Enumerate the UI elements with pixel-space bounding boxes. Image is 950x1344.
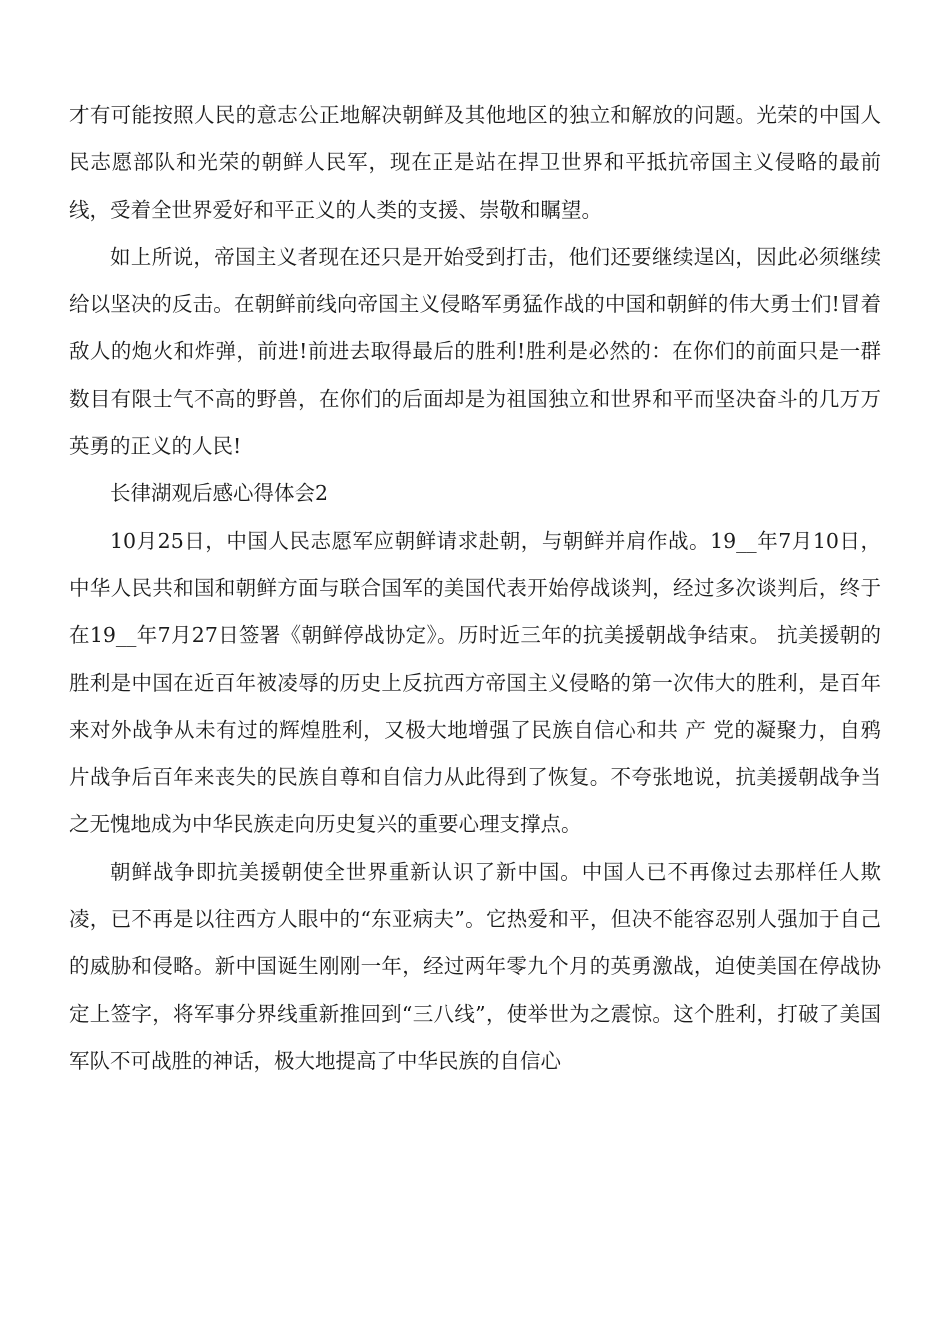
paragraph-2: 如上所说，帝国主义者现在还只是开始受到打击，他们还要继续逞凶，因此必须继续给以坚决的反击。在朝鲜前线向帝国主义侵略军勇猛作战的中国和朝鲜的伟大勇士们!冒着敌人的炮火和炸弹，前进!前进去取得最后的胜利!胜利是必然的：在你们的前面只是一群数目有限士气不高的野兽，在你们的后面却是为祖国独立和世界和平而坚决奋斗的几万万英勇的正义的人民! bbox=[69, 244, 881, 459]
paragraph-3: 10月25日，中国人民志愿军应朝鲜请求赴朝，与朝鲜并肩作战。19__年7月10日，中华人民共和国和朝鲜方面与联合国军的美国代表开始停战谈判，经过多次谈判后，终于在19__年7月27日签署《朝鲜停战协定》。历时近三年的抗美援朝战争结束。 抗美援朝的胜利是中国在近百年被凌辱的历史上反抗西方帝国主义侵略的第一次伟大的胜利，是百年来对外战争从未有过的辉煌胜利，又极大地增强了民族自信心和共 产 党的凝聚力，自鸦片战争后百年来丧失的民族自尊和自信力从此得到了恢复。不夸张地说，抗美援朝战争当之无愧地成为中华民族走向历史复兴的重要心理支撑点。 bbox=[69, 528, 881, 837]
document-body bbox=[69, 92, 881, 1085]
paragraph-1: 才有可能按照人民的意志公正地解决朝鲜及其他地区的独立和解放的问题。光荣的中国人民志愿部队和光荣的朝鲜人民军，现在正是站在捍卫世界和平抵抗帝国主义侵略的最前线，受着全世界爱好和平正义的人类的支援、崇敬和瞩望。 bbox=[69, 103, 881, 222]
paragraph-4: 朝鲜战争即抗美援朝使全世界重新认识了新中国。中国人已不再像过去那样任人欺凌，已不再是以往西方人眼中的“东亚病夫”。它热爱和平，但决不能容忍别人强加于自己的威胁和侵略。新中国诞生刚刚一年，经过两年零九个月的英勇激战，迫使美国在停战协定上签字，将军事分界线重新推回到“三八线”，使举世为之震惊。这个胜利，打破了美国军队不可战胜的神话，极大地提高了中华民族的自信心 bbox=[69, 859, 881, 1073]
section-heading: 长律湖观后感心得体会2 bbox=[110, 481, 329, 506]
